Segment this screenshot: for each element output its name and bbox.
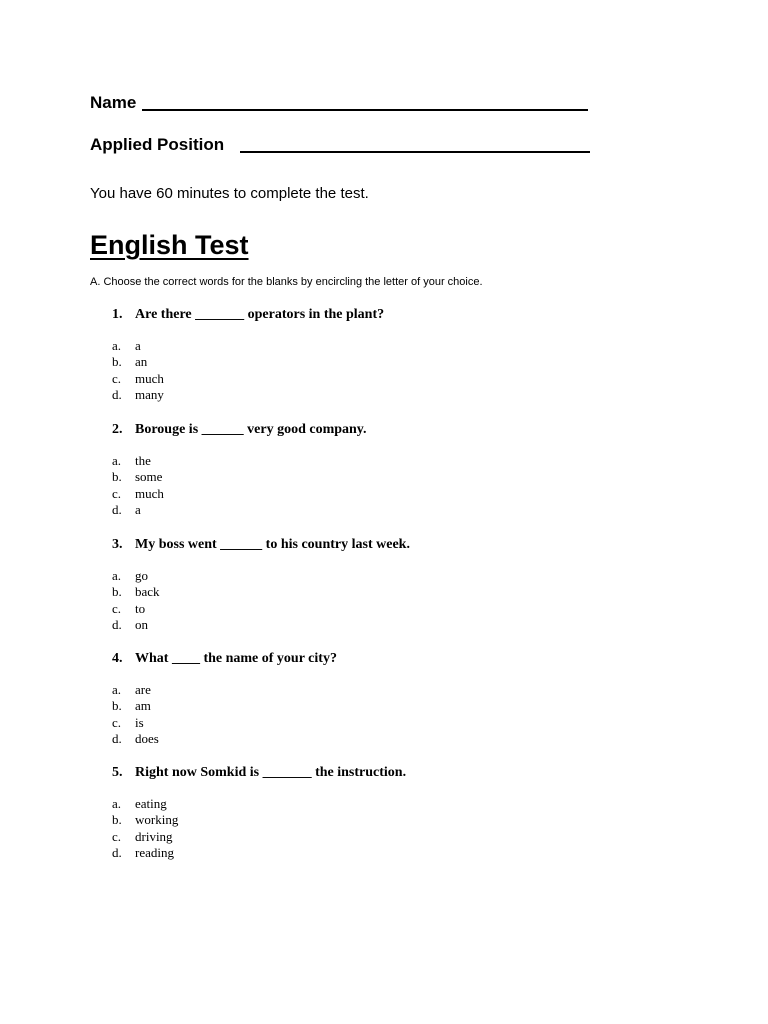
question-prompt	[112, 650, 337, 668]
choice-d[interactable]	[112, 617, 410, 633]
choice-text: back	[135, 584, 160, 600]
question-text: Right now Somkid is _______ the instruction.	[135, 765, 407, 780]
choice-d[interactable]	[112, 845, 406, 861]
choice-letter: b.	[112, 354, 122, 370]
choice-text: working	[135, 812, 179, 828]
choice-text: to	[135, 600, 146, 616]
choice-list	[112, 338, 384, 403]
choice-c[interactable]	[112, 371, 384, 387]
choice-a[interactable]	[112, 796, 406, 812]
choice-letter: b.	[112, 812, 122, 828]
choice-letter: d.	[112, 501, 122, 517]
question-prompt	[112, 421, 367, 439]
question-prompt	[112, 306, 384, 324]
choice-letter: c.	[112, 600, 122, 616]
choice-c[interactable]	[112, 486, 367, 502]
choice-a[interactable]	[112, 568, 410, 584]
choice-text: is	[135, 714, 144, 730]
choice-text: much	[135, 370, 164, 386]
choice-letter: a.	[112, 453, 122, 468]
choice-c[interactable]	[112, 829, 406, 845]
section-a-instructions: A. Choose the correct words for the blanks by encircling the letter of your choice.	[90, 276, 483, 288]
question-text: Borouge is ______ very good company.	[135, 422, 367, 437]
question-text: What ____ the name of your city?	[135, 651, 337, 666]
choice-text: a	[135, 338, 141, 353]
choice-letter: d.	[112, 616, 122, 632]
choice-text: a	[135, 501, 141, 517]
time-limit-note: You have 60 minutes to complete the test.	[90, 185, 369, 202]
question-number: 5.	[112, 765, 123, 780]
choice-d[interactable]	[112, 387, 384, 403]
choice-list	[112, 453, 367, 518]
choice-text: an	[135, 354, 148, 370]
question-2	[112, 421, 367, 518]
choice-letter: a.	[112, 796, 122, 811]
choice-letter: d.	[112, 844, 122, 860]
choice-a[interactable]	[112, 338, 384, 354]
choice-d[interactable]	[112, 731, 337, 747]
applied-position-field-row	[90, 135, 590, 155]
choice-letter: c.	[112, 714, 122, 730]
choice-list	[112, 568, 410, 633]
choice-letter: c.	[112, 828, 122, 844]
choice-b[interactable]	[112, 584, 410, 600]
name-blank-line	[142, 109, 588, 111]
choice-text: the	[135, 453, 151, 468]
question-number: 4.	[112, 651, 123, 666]
question-prompt	[112, 764, 406, 782]
question-number: 2.	[112, 422, 123, 437]
choice-letter: b.	[112, 469, 122, 485]
choice-b[interactable]	[112, 469, 367, 485]
choice-list	[112, 682, 337, 747]
choice-c[interactable]	[112, 601, 410, 617]
question-3	[112, 536, 410, 633]
question-4	[112, 650, 337, 747]
question-text: Are there _______ operators in the plant?	[135, 307, 385, 322]
question-1	[112, 306, 384, 403]
choice-text: much	[135, 485, 164, 501]
choice-letter: b.	[112, 698, 122, 714]
choice-letter: a.	[112, 682, 122, 697]
choice-letter: d.	[112, 386, 122, 402]
choice-text: some	[135, 469, 163, 485]
test-title: English Test	[90, 230, 249, 260]
choice-letter: a.	[112, 338, 122, 353]
choice-letter: c.	[112, 370, 122, 386]
choice-text: are	[135, 682, 151, 697]
question-number: 3.	[112, 537, 123, 552]
choice-a[interactable]	[112, 682, 337, 698]
question-number: 1.	[112, 307, 123, 322]
choice-text: reading	[135, 844, 174, 860]
choice-d[interactable]	[112, 502, 367, 518]
choice-text: driving	[135, 828, 173, 844]
choice-text: on	[135, 616, 148, 632]
applied-position-blank-line	[240, 151, 590, 153]
choice-a[interactable]	[112, 453, 367, 469]
choice-text: go	[135, 568, 148, 583]
question-prompt	[112, 536, 410, 554]
choice-b[interactable]	[112, 698, 337, 714]
choice-letter: a.	[112, 568, 122, 583]
choice-letter: b.	[112, 584, 122, 600]
choice-list	[112, 796, 406, 861]
choice-text: does	[135, 730, 159, 746]
applied-position-label: Applied Position	[90, 135, 225, 154]
choice-b[interactable]	[112, 812, 406, 828]
question-text: My boss went ______ to his country last week.	[135, 537, 410, 552]
question-5	[112, 764, 406, 861]
choice-text: eating	[135, 796, 167, 811]
choice-letter: d.	[112, 730, 122, 746]
choice-letter: c.	[112, 485, 122, 501]
choice-b[interactable]	[112, 354, 384, 370]
choice-text: am	[135, 698, 151, 714]
name-label: Name	[90, 93, 137, 112]
choice-c[interactable]	[112, 715, 337, 731]
name-field-row	[90, 93, 588, 113]
choice-text: many	[135, 386, 164, 402]
